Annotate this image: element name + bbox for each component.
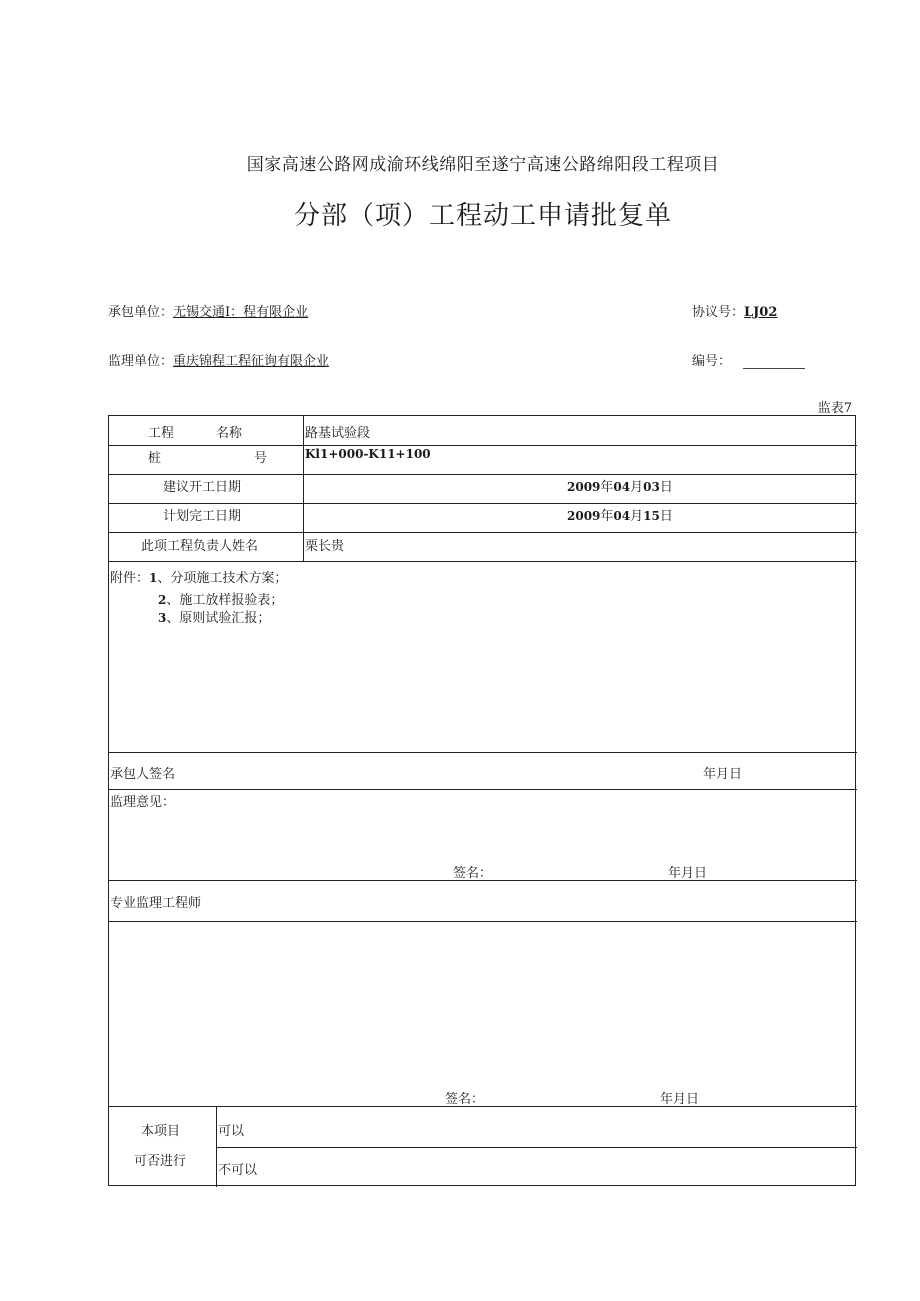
start-date-day: 03 bbox=[643, 480, 660, 494]
leader-label: 此项工程负责人姓名 bbox=[141, 539, 259, 554]
contractor-line bbox=[108, 301, 308, 320]
unit-day: 日 bbox=[659, 509, 673, 524]
end-date-year: 2009 bbox=[567, 509, 601, 523]
proceed-label-1: 本项目 bbox=[141, 1124, 181, 1139]
supervision-opinion-label: 监理意见： bbox=[110, 795, 176, 810]
option-no[interactable]: 不可以 bbox=[218, 1163, 258, 1178]
engineer-sign-date: 年月日 bbox=[660, 1092, 700, 1107]
project-name-label-b: 名称 bbox=[216, 426, 243, 441]
number-field[interactable] bbox=[743, 354, 805, 369]
attachment-text: 、施工放样报验表； bbox=[166, 593, 284, 608]
attachment-text: 、分项施工技术方案； bbox=[157, 571, 288, 586]
start-date-label: 建议开工日期 bbox=[163, 480, 242, 495]
start-date-year: 2009 bbox=[567, 480, 601, 494]
end-date-month: 04 bbox=[613, 509, 631, 523]
attachment-num: 2 bbox=[158, 593, 167, 607]
station-label-a: 桩 bbox=[148, 451, 162, 466]
contractor-sign-label: 承包人签名 bbox=[110, 767, 176, 782]
unit-month: 月 bbox=[630, 480, 644, 495]
end-date-day: 15 bbox=[643, 509, 660, 523]
unit-day: 日 bbox=[659, 480, 673, 495]
start-date-value bbox=[567, 476, 673, 495]
form-code: 监表7 bbox=[817, 401, 852, 416]
attachment-text: 、原则试验汇报； bbox=[166, 611, 271, 626]
attachment-3 bbox=[158, 607, 270, 626]
end-date-label: 计划完工日期 bbox=[163, 509, 242, 524]
option-yes[interactable]: 可以 bbox=[218, 1124, 245, 1139]
supervision-sign-label: 签名： bbox=[453, 866, 493, 881]
proceed-label-2: 可否进行 bbox=[134, 1154, 187, 1169]
agreement-value: LJ02 bbox=[744, 305, 778, 320]
unit-year: 年 bbox=[600, 509, 614, 524]
contractor-label: 承包单位： bbox=[108, 305, 174, 320]
agreement-line bbox=[692, 301, 777, 320]
supervisor-line bbox=[108, 350, 329, 369]
form-title: 分部（项）工程动工申请批复单 bbox=[293, 201, 672, 231]
contractor-value: 无锡交通Ⅰ：程有限企业 bbox=[173, 305, 309, 320]
station-value: Kl1+000-K11+100 bbox=[305, 447, 431, 461]
supervisor-label: 监理单位： bbox=[108, 354, 174, 369]
project-name-label-a: 工程 bbox=[148, 426, 175, 441]
approval-table bbox=[108, 415, 856, 1186]
attachments-label: 附件： bbox=[110, 571, 150, 586]
number-label: 编号： bbox=[692, 354, 732, 369]
attachment-num: 3 bbox=[158, 611, 167, 625]
unit-year: 年 bbox=[600, 480, 614, 495]
attachment-num: 1 bbox=[149, 571, 158, 585]
project-name-value: 路基试验段 bbox=[305, 426, 371, 441]
engineer-sign-label: 签名： bbox=[445, 1092, 485, 1107]
unit-month: 月 bbox=[630, 509, 644, 524]
engineer-label: 专业监理工程师 bbox=[110, 896, 202, 911]
start-date-month: 04 bbox=[613, 480, 631, 494]
number-line bbox=[692, 350, 805, 369]
agreement-label: 协议号： bbox=[692, 305, 745, 320]
contractor-sign-date: 年月日 bbox=[703, 767, 743, 782]
leader-value: 栗长贵 bbox=[305, 539, 345, 554]
attachment-2 bbox=[158, 589, 283, 608]
supervisor-value: 重庆锦程工程征询有限企业 bbox=[173, 354, 330, 369]
attachment-1 bbox=[110, 567, 287, 586]
supervision-sign-date: 年月日 bbox=[668, 866, 708, 881]
project-subtitle: 国家高速公路网成渝环线绵阳至遂宁高速公路绵阳段工程项目 bbox=[246, 155, 720, 175]
end-date-value bbox=[567, 505, 673, 524]
station-label-b: 号 bbox=[254, 451, 268, 466]
